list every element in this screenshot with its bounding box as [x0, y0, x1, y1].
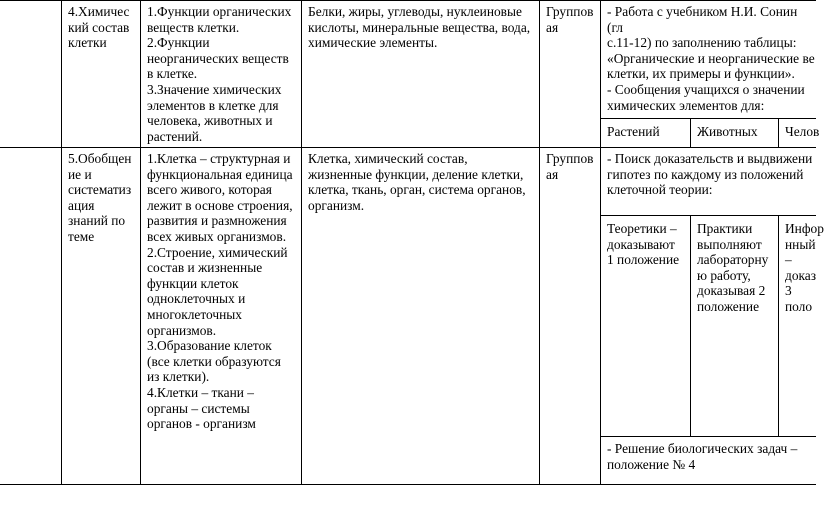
row5-form-cell: Группов ая	[546, 151, 594, 182]
row4-stage-cell: 4.Химичес кий состав клетки	[68, 4, 130, 51]
row5-subcell-informants: Инфор нный – доказ 3 поло	[785, 221, 824, 314]
subtable-border	[600, 215, 816, 216]
row4-concepts-cell: Белки, жиры, углеводы, нуклеиновые кислоты, минеральные вещества, вода, химические элементы.	[308, 4, 531, 51]
row4-subcell-animals: Животных	[697, 124, 758, 139]
column-divider	[600, 0, 601, 485]
row-divider	[0, 147, 816, 148]
subtable-border	[600, 118, 816, 119]
row5-content-cell: 1.Клетка – структурная и функциональная единица всего живого, которая лежит в основе строения, развития и размножения всех живых организмов. 2.Строение, химический состав и жизненные функции клеток одноклеточных и многоклеточных организмов. 3.Образование клеток (все клетки образуются из клетки). 4.Клетки – ткани – органы – системы органов - организм	[147, 151, 293, 432]
row5-activity-cell: - Поиск доказательств и выдвижени гипотез по каждому из положений клеточной теории:	[607, 151, 813, 198]
row5-concepts-cell: Клетка, химический состав, жизненные функции, деление клетки, клетка, ткань, орган, система органов, организм.	[308, 151, 526, 213]
table-bottom-border	[0, 484, 816, 485]
subtable-divider	[778, 118, 779, 148]
subtable-border	[600, 436, 816, 437]
row5-subcell-practitioners: Практики выполняют лабораторну ю работу, доказывая 2 положение	[697, 221, 769, 314]
row4-subcell-human: Челов	[785, 124, 820, 139]
column-divider	[61, 0, 62, 485]
column-divider	[140, 0, 141, 485]
row5-activity-bottom: - Решение биологических задач – положение № 4	[607, 441, 798, 472]
column-divider	[539, 0, 540, 485]
row4-content-cell: 1.Функции органических веществ клетки. 2.Функции неорганических веществ в клетке. 3.Значение химических элементов в клетке для человека, животных и растений.	[147, 4, 292, 144]
row4-subcell-plants: Растений	[607, 124, 660, 139]
subtable-divider	[690, 118, 691, 148]
row4-form-cell: Группов ая	[546, 4, 594, 35]
table-top-border	[0, 0, 816, 1]
row4-activity-cell: - Работа с учебником Н.И. Сонин (гл с.11-12) по заполнению таблицы: «Органические и неорганические ве клетки, их примеры и функции». - Сообщения учащихся о значении химических элементов для:	[607, 4, 815, 113]
row5-subcell-theorists: Теоретики – доказывают 1 положение	[607, 221, 680, 268]
subtable-divider	[690, 215, 691, 437]
row5-stage-cell: 5.Обобщен ие и систематиз ация знаний по теме	[68, 151, 132, 244]
column-divider	[301, 0, 302, 485]
subtable-divider	[778, 215, 779, 437]
